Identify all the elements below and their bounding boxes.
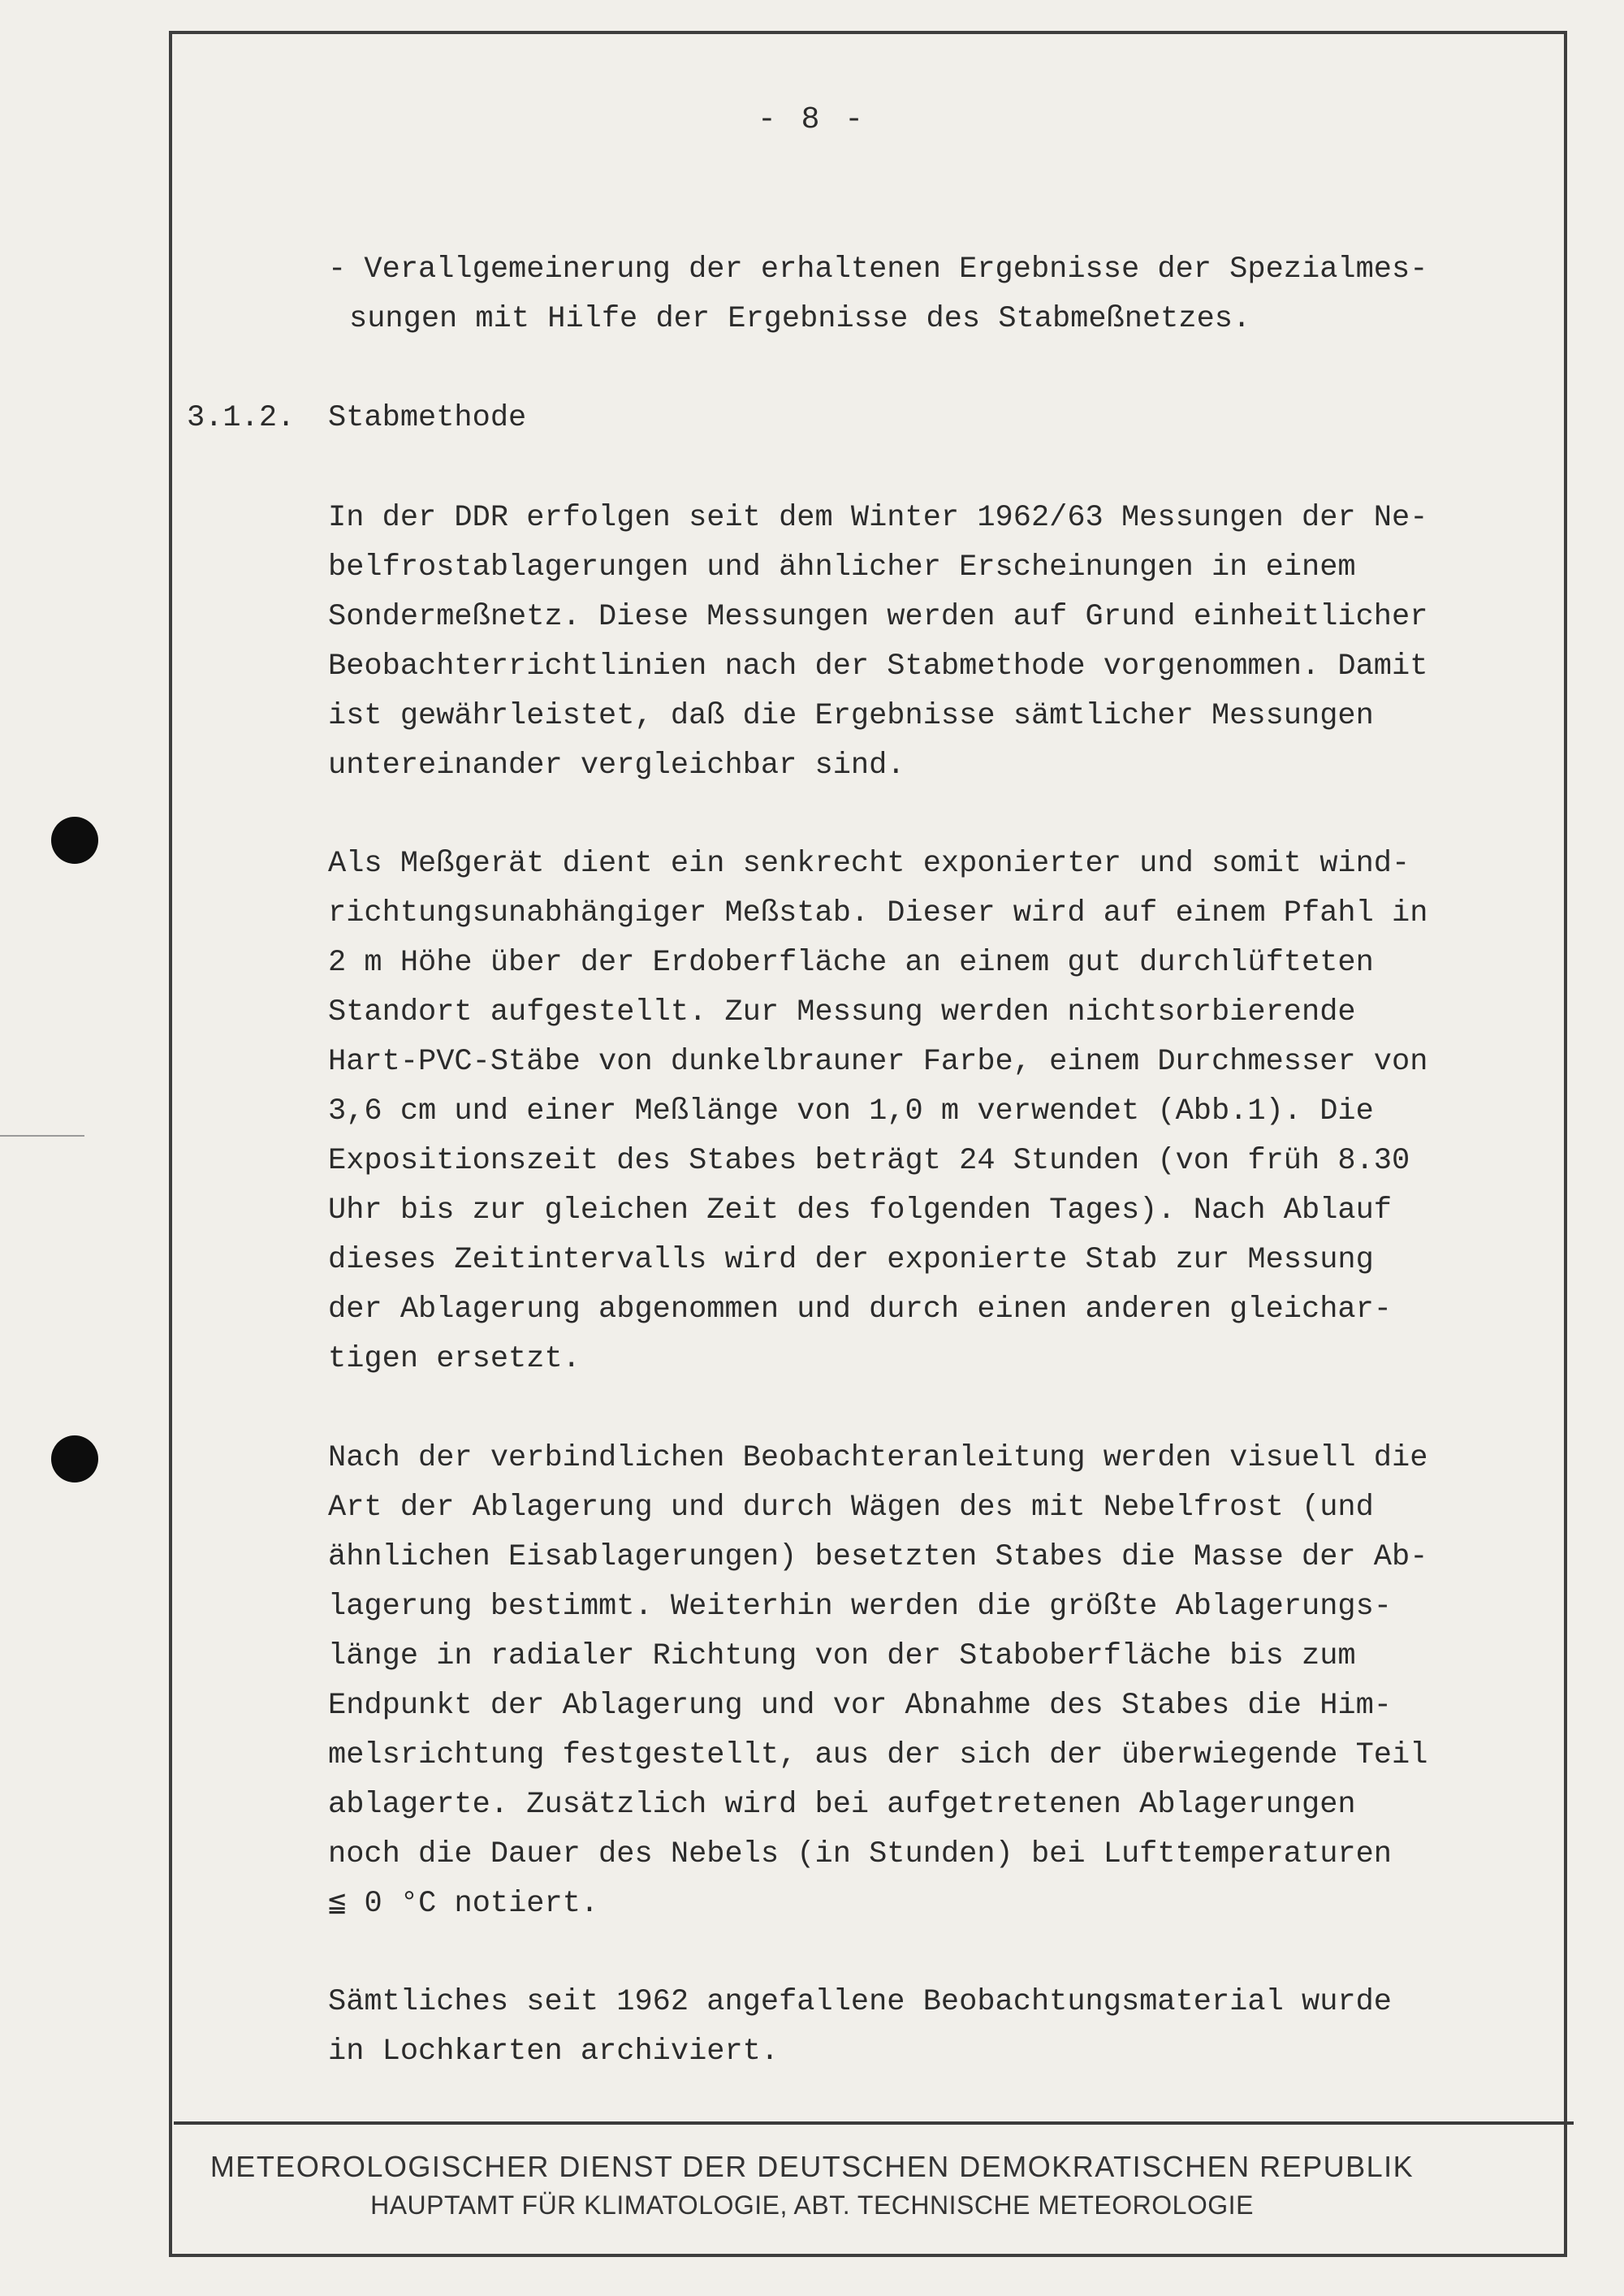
footer-institution: METEOROLOGISCHER DIENST DER DEUTSCHEN DEMOKRATISCHEN REPUBLIK: [209, 2150, 1415, 2183]
paragraph-line: 3,6 cm und einer Meßlänge von 1,0 m verwendet (Abb.1). Die: [328, 1094, 1374, 1129]
paragraph-line: lagerung bestimmt. Weiterhin werden die größte Ablagerungs-: [328, 1590, 1393, 1624]
paragraph-line: Nach der verbindlichen Beobachteranleitung werden visuell die: [328, 1441, 1428, 1475]
paragraph-line: noch die Dauer des Nebels (in Stunden) bei Lufttemperaturen: [328, 1837, 1393, 1871]
paragraph-line: Beobachterrichtlinien nach der Stabmethode vorgenommen. Damit: [328, 650, 1428, 684]
paragraph-line: belfrostablagerungen und ähnlicher Erscheinungen in einem: [328, 550, 1356, 585]
paragraph-line: 2 m Höhe über der Erdoberfläche an einem gut durchlüfteten: [328, 946, 1374, 980]
paragraph-line: Als Meßgerät dient ein senkrecht exponierter und somit wind-: [328, 847, 1410, 881]
paragraph-line: In der DDR erfolgen seit dem Winter 1962/63 Messungen der Ne-: [328, 501, 1428, 535]
paragraph-line: Uhr bis zur gleichen Zeit des folgenden Tages). Nach Ablauf: [328, 1193, 1393, 1228]
paragraph-line: dieses Zeitintervalls wird der exponierte Stab zur Messung: [328, 1243, 1374, 1277]
paragraph-line: ist gewährleistet, daß die Ergebnisse sämtlicher Messungen: [328, 699, 1374, 733]
paragraph-line: ähnlichen Eisablagerungen) besetzten Stabes die Masse der Ab-: [328, 1540, 1428, 1574]
paragraph-line: richtungsunabhängiger Meßstab. Dieser wird auf einem Pfahl in: [328, 896, 1428, 930]
paragraph-line: melsrichtung festgestellt, aus der sich der überwiegende Teil: [328, 1738, 1428, 1772]
paragraph-line: in Lochkarten archiviert.: [328, 2035, 780, 2069]
punch-hole: [51, 1435, 98, 1482]
paragraph-line: Endpunkt der Ablagerung und vor Abnahme des Stabes die Him-: [328, 1689, 1393, 1723]
section-number: 3.1.2.: [187, 401, 296, 435]
paragraph-line: ablagerte. Zusätzlich wird bei aufgetretenen Ablagerungen: [328, 1788, 1356, 1822]
intro-line: sungen mit Hilfe der Ergebnisse des Stabmeßnetzes.: [349, 302, 1251, 336]
paragraph-line: untereinander vergleichbar sind.: [328, 749, 905, 783]
paragraph-line: Sämtliches seit 1962 angefallene Beobachtungsmaterial wurde: [328, 1985, 1393, 2019]
page-number: - 8 -: [757, 102, 867, 137]
paragraph-line: tigen ersetzt.: [328, 1342, 581, 1376]
paragraph-line: ≦ 0 °C notiert.: [328, 1887, 599, 1921]
footer-department: HAUPTAMT FÜR KLIMATOLOGIE, ABT. TECHNISCHE METEOROLOGIE: [370, 2190, 1254, 2220]
punch-hole: [51, 817, 98, 864]
paragraph-line: länge in radialer Richtung von der Staboberfläche bis zum: [328, 1639, 1356, 1673]
paragraph-line: Sondermeßnetz. Diese Messungen werden auf Grund einheitlicher: [328, 600, 1428, 634]
paragraph-line: Expositionszeit des Stabes beträgt 24 Stunden (von früh 8.30: [328, 1144, 1410, 1178]
paragraph-line: der Ablagerung abgenommen und durch einen anderen gleichar-: [328, 1293, 1393, 1327]
fold-mark: [0, 1135, 84, 1137]
paragraph-line: Hart-PVC-Stäbe von dunkelbrauner Farbe, einem Durchmesser von: [328, 1045, 1428, 1079]
footer-rule: [174, 2121, 1574, 2125]
intro-line: - Verallgemeinerung der erhaltenen Ergebnisse der Spezialmes-: [328, 252, 1428, 287]
section-title: Stabmethode: [328, 401, 527, 435]
paragraph-line: Art der Ablagerung und durch Wägen des mit Nebelfrost (und: [328, 1491, 1374, 1525]
paragraph-line: Standort aufgestellt. Zur Messung werden nichtsorbierende: [328, 995, 1356, 1029]
